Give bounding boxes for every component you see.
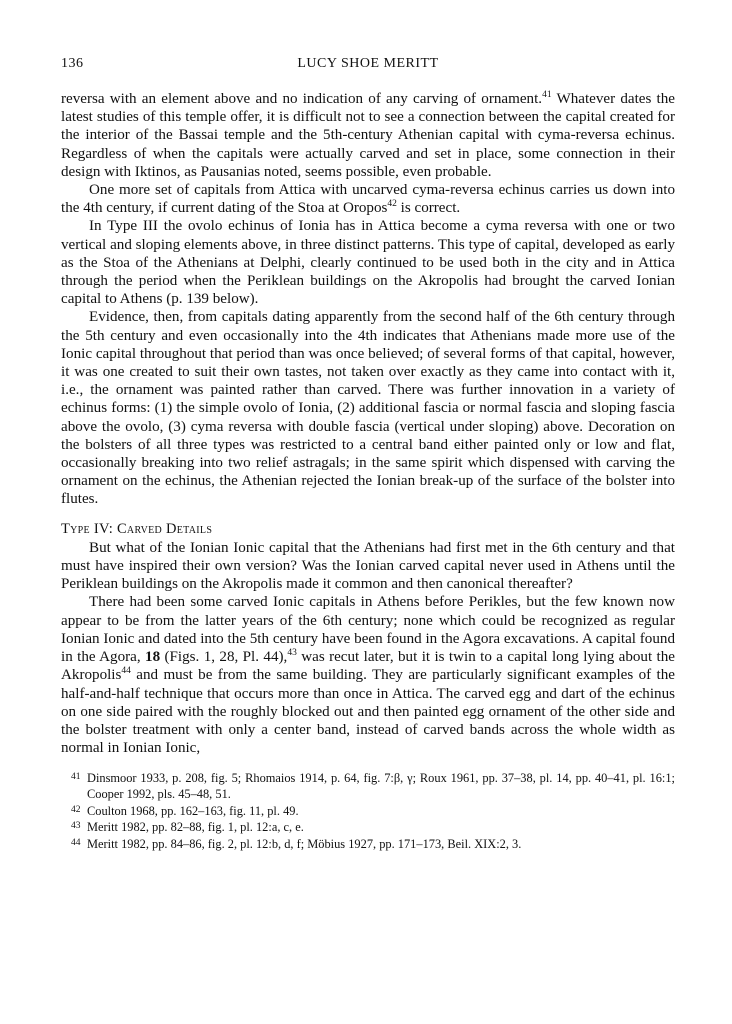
footnote-number: 42 [71, 804, 81, 815]
running-head [61, 56, 675, 76]
footnote-ref-44[interactable]: 44 [121, 666, 131, 677]
footnote-ref-43[interactable]: 43 [287, 648, 297, 659]
paragraph-4: Evidence, then, from capitals dating apparently from the second half of the 6th century through the 5th century and even occasionally into the 4th indicates that Athenians made more use of the Ionic capital throughout that period than was once believed; of several forms of that capital, however, it was one created to suit their own tastes, not taken over exactly as they came into contact with it, i.e., the ornament was painted rather than carved. There was further innovation in a variety of echinus forms: (1) the simple ovolo of Ionia, (2) additional fascia or normal fascia and sloping fascia above the ovolo, (3) cyma reversa with double fascia (vertical under sloping) above. Decoration on the bolsters of all three types was restricted to a central band either painted only or low and flat, occasionally breaking into two relief astragals; in the same spirit which dispensed with carving the ornament on the echinus, the Athenian rejected the Ionian break-up of the surface of the bolster into flutes. [61, 309, 675, 508]
footnote-number: 44 [71, 837, 81, 848]
footnote-42: 42 Coulton 1968, pp. 162–163, fig. 11, pl. 49. [61, 803, 675, 820]
paragraph-6: There had been some carved Ionic capitals in Athens before Perikles, but the few known now appear to be from the latter years of the 6th century; none which could be recognized as regular Ionian Ionic and dated into the 5th century have been found in the Agora excavations. A capital found in the Agora, 18 (Figs. 1, 28, Pl. 44),$^{43}$ was recut later, but it is twin to a capital long lying about the Akropolis$^{44}$ and must be from the same building. They are particularly significant examples of the half-and-half technique that occurs more than once in Attica. The carved egg and dart of the echinus on one side paired with the roughly blocked out and then painted egg ornament of the other side and the bolster treatment with only a center band, instead of carved bands across the whole width as normal in Ionian Ionic, [61, 594, 675, 757]
footnotes [61, 770, 675, 852]
footnote-number: 41 [71, 772, 81, 783]
paragraph-3: In Type III the ovolo echinus of Ionia has in Attica become a cyma reversa with one or two vertical and sloping elements above, in three distinct patterns. This type of capital, developed as early as the Stoa of the Athenians at Delphi, clearly continued to be used both in the city and in Attica through the period when the Periklean buildings on the Akropolis had brought the carved Ionian capital to Athens (p. 139 below). [61, 218, 675, 308]
section-heading: Type IV: Carved Details [61, 520, 213, 537]
footnote-44: 44 Meritt 1982, pp. 84–86, fig. 2, pl. 12:b, d, f; Möbius 1927, pp. 171–173, Beil. XIX:2, 3. [61, 836, 675, 853]
page-number: 136 [61, 56, 84, 71]
footnote-43: 43 Meritt 1982, pp. 82–88, fig. 1, pl. 12:a, c, e. [61, 819, 675, 836]
paragraph-1: reversa with an element above and no indication of any carving of ornament.$^{41}$ Whatever dates the latest studies of this temple offer, it is difficult not to see a connection between the capital created for the interior of the Bassai temple and the 5th-century Athenian capital with cyma-reversa echinus. Regardless of when the capitals were actually carved and set in place, some connection in their design with Iktinos, as Pausanias noted, seems possible, even probable. [61, 89, 675, 180]
paragraph-2: One more set of capitals from Attica with uncarved cyma-reversa echinus carries us down into the 4th century, if current dating of the Stoa at Oropos$^{42}$ is correct. [61, 182, 675, 217]
footnote-41: 41 Dinsmoor 1933, p. 208, fig. 5; Rhomaios 1914, p. 64, fig. 7:β, γ; Roux 1961, pp. 37–38, pl. 14, pp. 40–41, pl. 16:1; Cooper 1992, pls. 45–48, 51. [61, 770, 675, 802]
footnote-number: 43 [71, 821, 81, 832]
body-text [61, 90, 675, 757]
footnote-ref-41[interactable]: 41 [542, 89, 552, 100]
running-title: LUCY SHOE MERITT [297, 56, 439, 71]
catalog-number: 18 [145, 649, 161, 666]
page [61, 56, 675, 852]
footnote-ref-42[interactable]: 42 [387, 199, 397, 210]
paragraph-5: But what of the Ionian Ionic capital that the Athenians had first met in the 6th century and that must have inspired their own version? Was the Ionian carved capital never used in Athens until the Periklean buildings on the Akropolis made it common and then canonical thereafter? [61, 539, 675, 593]
